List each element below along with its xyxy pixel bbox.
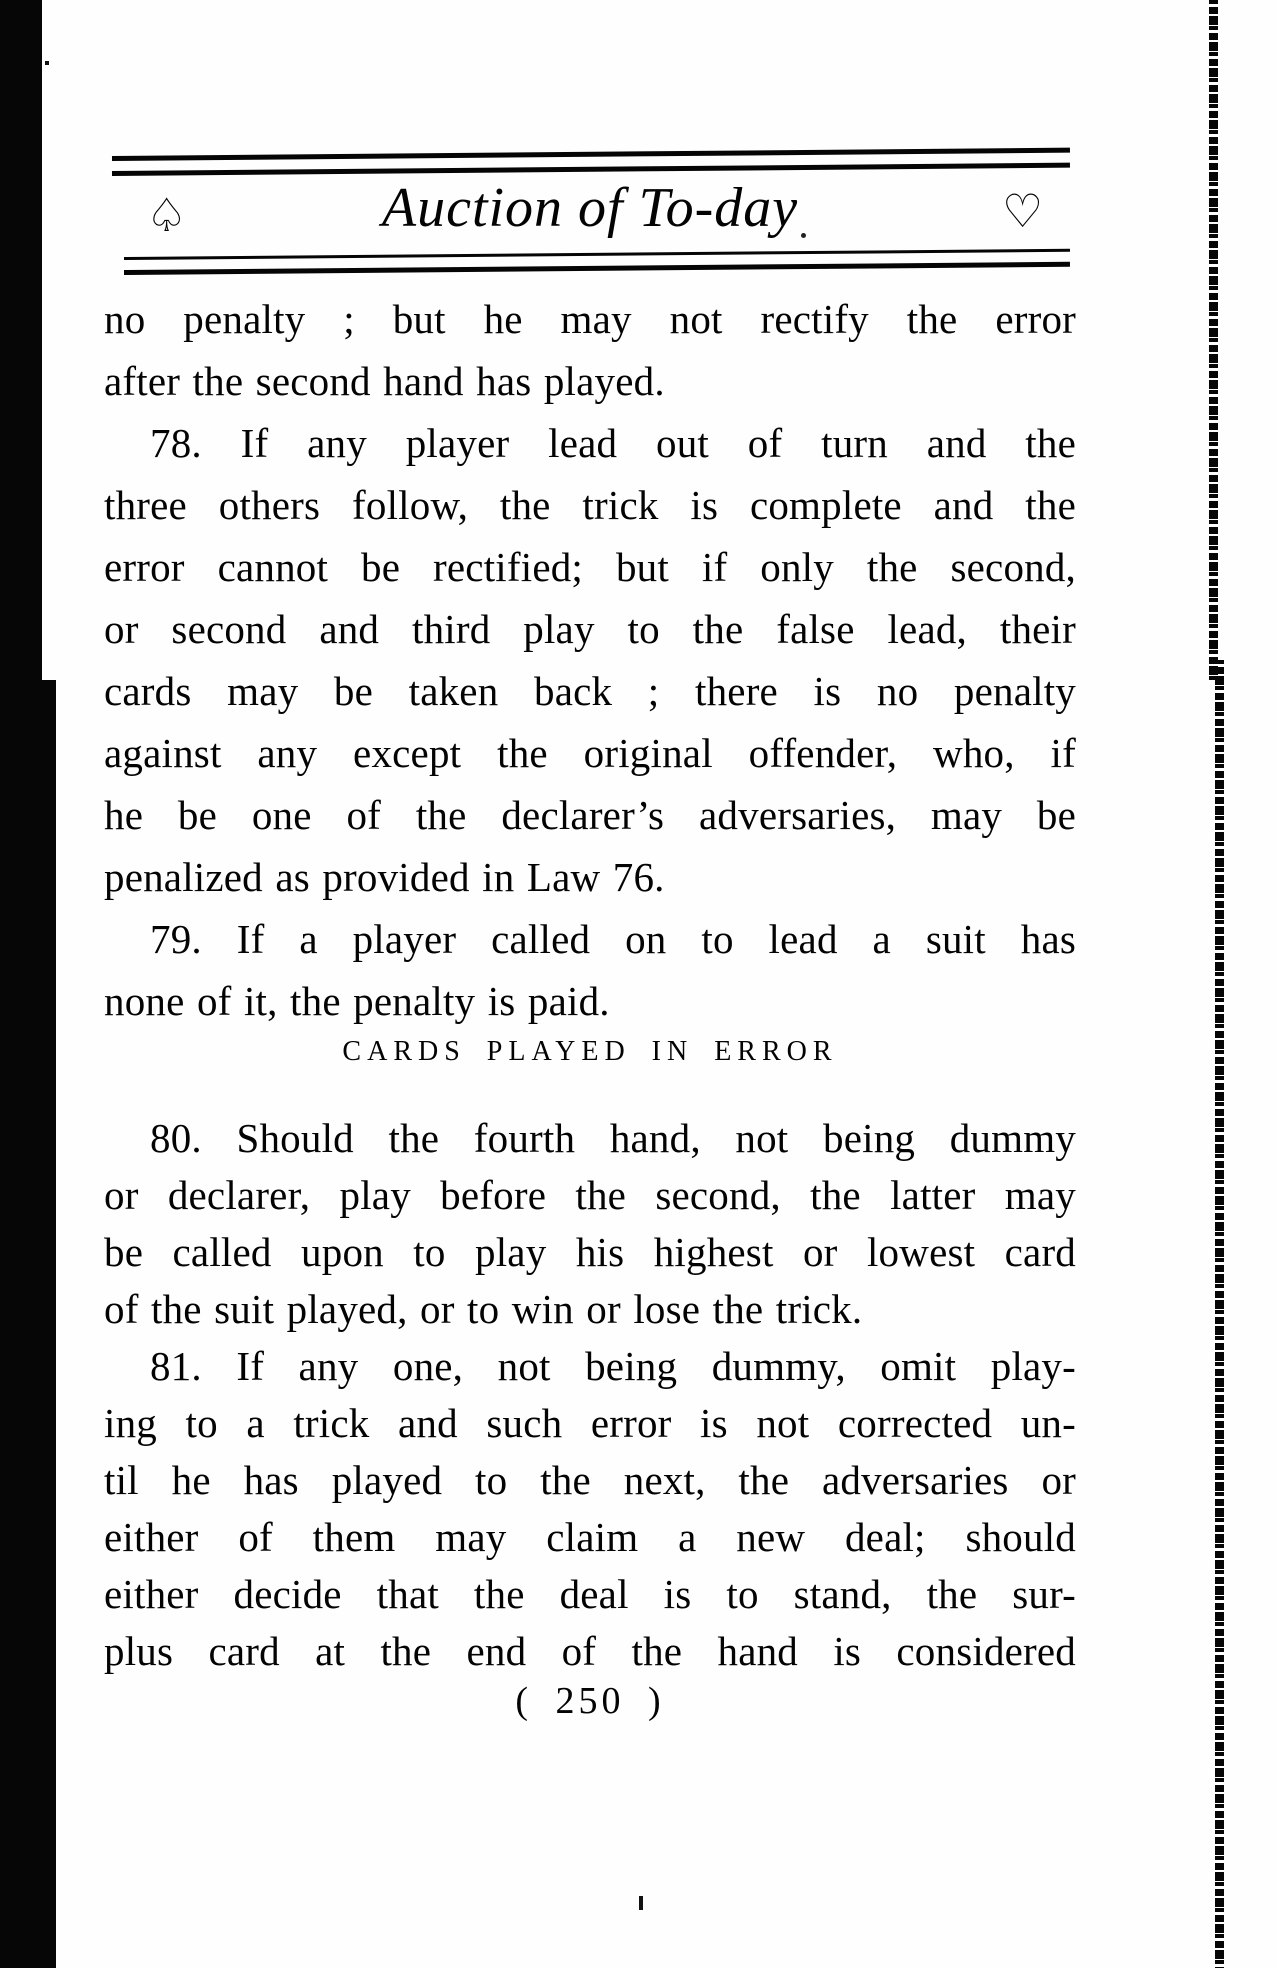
text-line: against any except the original offender, who, if — [104, 730, 1076, 776]
section-heading: CARDS PLAYED IN ERROR — [342, 1036, 838, 1067]
text-line: three others follow, the trick is complete and the — [104, 482, 1076, 528]
scan-speck — [45, 61, 49, 65]
text-line: plus card at the end of the hand is considered — [104, 1628, 1076, 1674]
text-line: 79. If a player called on to lead a suit has — [150, 916, 1076, 962]
text-line: either decide that the deal is to stand, the sur- — [104, 1571, 1076, 1617]
scan-gutter-shadow-bottom — [0, 680, 56, 1968]
text-line: 81. If any one, not being dummy, omit play- — [150, 1343, 1076, 1389]
heart-suit-icon: ♡ — [1002, 184, 1044, 238]
scan-gutter-noise — [1215, 660, 1224, 1968]
scan-gutter-noise — [1209, 0, 1218, 680]
text-line: or declarer, play before the second, the latter may — [104, 1172, 1076, 1218]
text-line: penalized as provided in Law 76. — [104, 854, 665, 900]
text-line: ing to a trick and such error is not corrected un- — [104, 1400, 1076, 1446]
text-line: til he has played to the next, the adversaries or — [104, 1457, 1076, 1503]
title-period-speck — [801, 233, 806, 238]
text-line: of the suit played, or to win or lose the trick. — [104, 1286, 863, 1332]
text-line: cards may be taken back ; there is no penalty — [104, 668, 1076, 714]
page-number: ( 250 ) — [515, 1680, 665, 1722]
text-line: or second and third play to the false lead, their — [104, 606, 1076, 652]
text-line: no penalty ; but he may not rectify the error — [104, 296, 1076, 342]
scan-gutter-nick — [1262, 470, 1278, 478]
header-rule-bottom-inner — [124, 249, 1070, 260]
text-line: be called upon to play his highest or lowest card — [104, 1229, 1076, 1275]
text-line: he be one of the declarer’s adversaries, may be — [104, 792, 1076, 838]
spade-suit-icon: ♤ — [146, 188, 188, 242]
scan-gutter-nick — [1266, 250, 1278, 260]
text-line: after the second hand has played. — [104, 358, 665, 404]
header-rule-bottom-outer — [124, 262, 1070, 275]
text-line: error cannot be rectified; but if only the second, — [104, 544, 1076, 590]
running-head-title: Auction of To-day — [381, 177, 799, 239]
text-line: 78. If any player lead out of turn and the — [150, 420, 1076, 466]
text-line: 80. Should the fourth hand, not being dummy — [150, 1115, 1076, 1161]
text-line: either of them may claim a new deal; should — [104, 1514, 1076, 1560]
body-text-upper — [104, 288, 1076, 1032]
scan-gutter-nick — [1270, 1850, 1278, 1862]
body-text-lower — [104, 1110, 1076, 1680]
scan-gutter-shadow-top — [0, 0, 42, 680]
text-line: none of it, the penalty is paid. — [104, 978, 610, 1024]
header-rule-top-outer — [112, 148, 1070, 161]
scan-tick-mark — [639, 1896, 643, 1910]
